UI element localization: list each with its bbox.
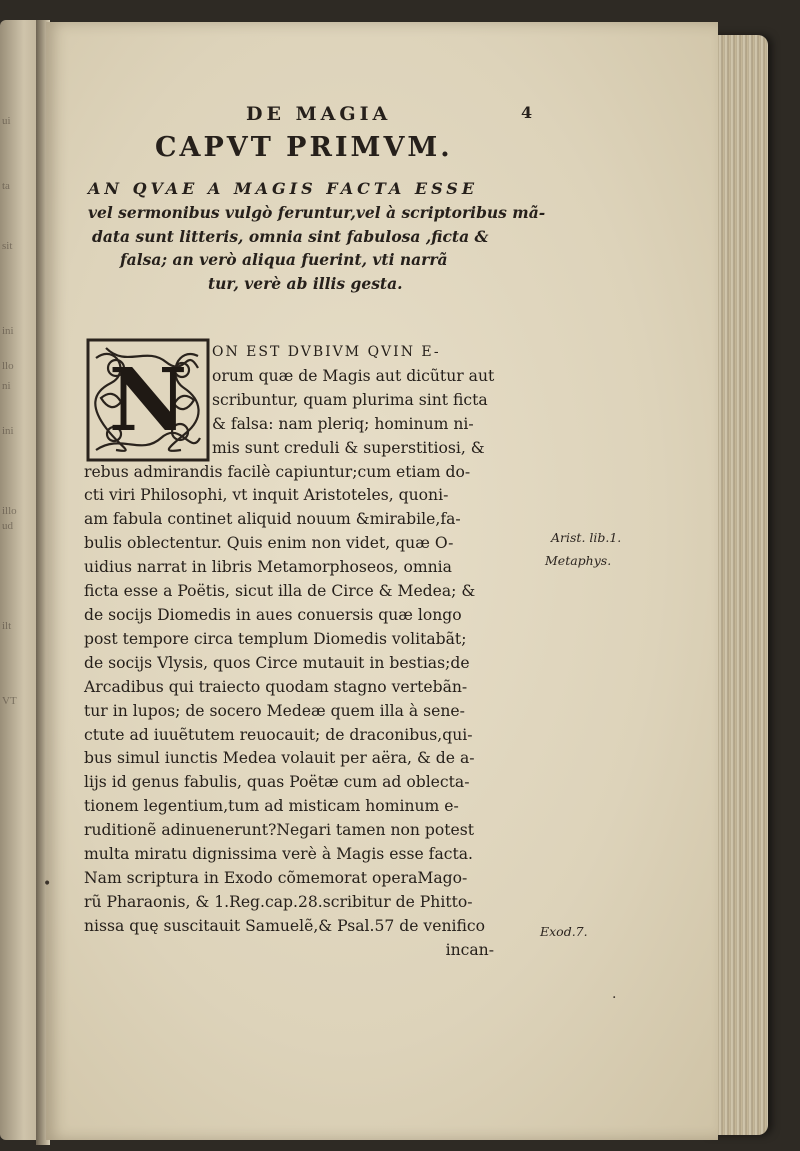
body-text [84,341,554,963]
left-page-fragment: illo [2,505,17,517]
text-line: tionem legentium,tum ad misticam hominum e- [84,797,459,816]
page-number: 4 [521,103,537,122]
running-head [246,103,546,125]
chapter-title: CAPVT PRIMVM. [155,132,453,163]
argument-line: vel sermonibus vulgò feruntur,vel à scriptoribus mã- [88,202,546,222]
text-line: bus simul iunctis Medea volauit per aëra, & de a- [84,749,475,768]
catchword: incan- [445,940,494,959]
left-page-fragment: ini [2,325,14,337]
text-line: & falsa: nam pleriq; hominum ni- [212,414,474,433]
left-page-fragment: ui [2,115,11,127]
running-title: DE MAGIA [246,103,392,125]
initial-letter: N [108,350,188,451]
text-line: Nam scriptura in Exodo cõmemorat operaMago- [84,868,468,887]
chapter-argument [88,177,548,296]
text-line: am fabula continet aliquid nouum &mirabile,fa- [84,510,461,529]
text-line: Arcadibus qui traiecto quodam stagno vertebãn- [84,677,468,696]
text-line: de socijs Diomedis in aues conuersis quæ longo [84,605,462,624]
bullet-mark: • [43,876,52,892]
argument-line: tur, verè ab illis gesta. [208,274,403,294]
text-line: ctute ad iuuẽtutem reuocauit; de draconibus,qui- [84,725,473,744]
left-page-fragment: ni [2,380,11,392]
text-line: lijs id genus fabulis, quas Poëtæ cum ad oblecta- [84,773,470,792]
text-line: uidius narrat in libris Metamorphoseos, omnia [84,558,452,577]
text-line: ficta esse a Poëtis, sicut illa de Circe & Medea; & [84,582,476,601]
text-line: ON EST DVBIVM QVIN E- [212,344,441,360]
text-line: nissa quę suscitauit Samuelẽ,& Psal.57 de venifico [84,916,486,935]
argument-line: AN QVAE A MAGIS FACTA ESSE [88,179,479,198]
bullet-mark: · [612,990,617,1006]
left-page-fragment: ilt [2,620,12,632]
margin-note-aristotle: Arist. lib.1. [551,530,622,545]
margin-note-metaphys: Metaphys. [545,553,612,568]
text-line: mis sunt creduli & superstitiosi, & [212,438,485,457]
text-line: bulis oblectentur. Quis enim non videt, quæ O- [84,534,454,553]
text-line: post tempore circa templum Diomedis volitabãt; [84,629,467,648]
text-line: orum quæ de Magis aut dicũtur aut [212,366,495,385]
left-page-fragment: ini [2,425,14,437]
left-page-fragment: VT [2,695,17,707]
text-line: ruditionẽ adinuenerunt?Negari tamen non potest [84,821,475,840]
argument-line: data sunt litteris, omnia sint fabulosa ,ficta & [92,226,489,246]
left-page-fragment: ta [2,180,10,192]
text-line: cti viri Philosophi, vt inquit Aristoteles, quoni- [84,486,449,505]
text-line: de socijs Vlysis, quos Circe mutauit in bestias;de [84,653,470,672]
text-line: rebus admirandis facilè capiuntur;cum etiam do- [84,462,471,481]
margin-note-exodus: Exod.7. [540,924,588,939]
argument-line: falsa; an verò aliqua fuerint, vti narrã [120,250,448,270]
left-page-fragment: ud [2,520,13,532]
text-line: rũ Pharaonis, & 1.Reg.cap.28.scribitur de Phitto- [84,892,473,911]
text-line: scribuntur, quam plurima sint ficta [212,390,488,409]
left-page-edge [0,20,40,1140]
text-line: tur in lupos; de socero Medeæ quem illa à sene- [84,701,465,720]
left-page-fragment: llo [2,360,14,372]
text-line: multa miratu dignissima verè à Magis esse facta. [84,845,474,864]
left-page-fragment: sit [2,240,13,252]
